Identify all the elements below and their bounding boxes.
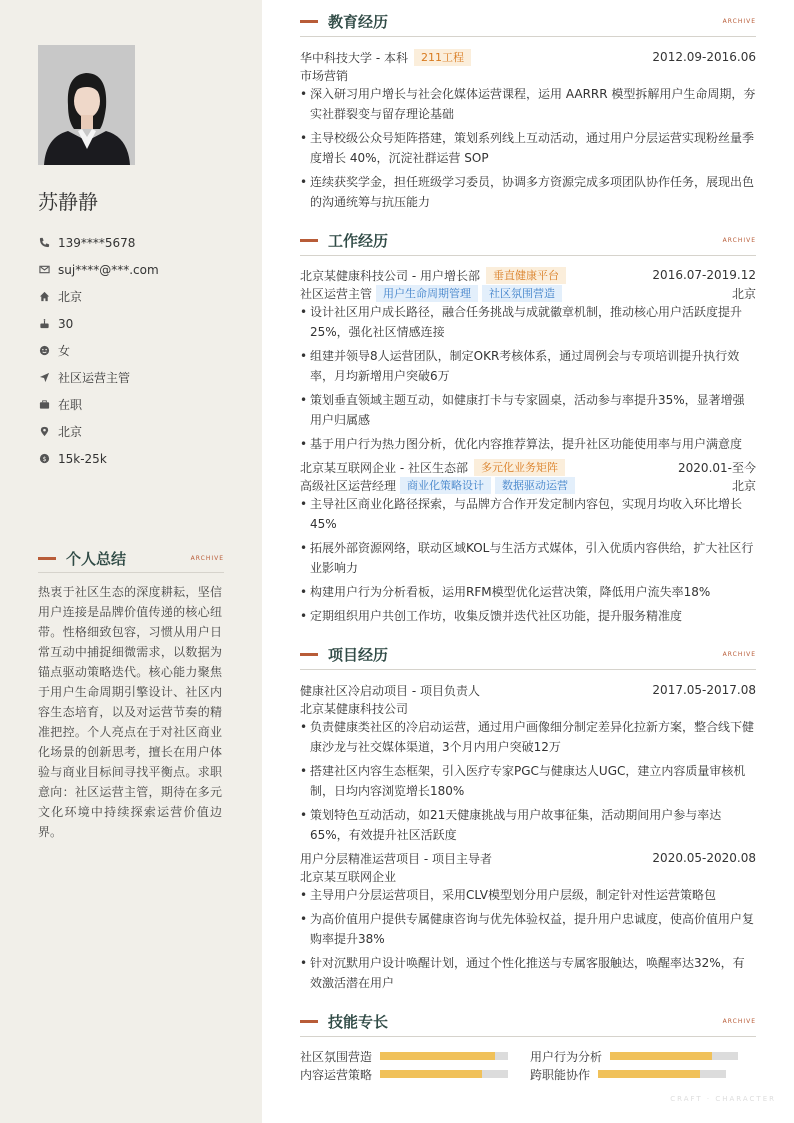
project-date: 2020.05-2020.08 xyxy=(652,851,756,865)
education-date: 2012.09-2016.06 xyxy=(652,50,756,64)
skill-tag: 用户生命周期管理 xyxy=(376,285,478,302)
list-item: • 基于用户行为热力图分析，优化内容推荐算法，提升社区功能使用率与用户满意度 xyxy=(300,434,756,454)
skill-item xyxy=(530,1047,738,1065)
archive-label: ARCHIVE xyxy=(722,18,756,25)
skill-level-fill xyxy=(380,1070,482,1078)
skill-level-fill xyxy=(610,1052,712,1060)
candidate-name: 苏静静 xyxy=(38,190,98,214)
skill-level-fill xyxy=(380,1052,495,1060)
project-bullets xyxy=(300,717,756,849)
project-header-row xyxy=(300,849,756,867)
profile-photo xyxy=(38,45,135,165)
phone-icon xyxy=(38,237,50,249)
project-name: 用户分层精准运营项目 - 项目主导者 xyxy=(300,851,492,866)
list-item: • 针对沉默用户设计唤醒计划，通过个性化推送与专属客服触达，唤醒率达32%，有效激活潜在用户 xyxy=(300,953,756,993)
list-item: • 设计社区用户成长路径，融合任务挑战与成就徽章机制，推动核心用户活跃度提升25%，强化社区情感连接 xyxy=(300,302,756,342)
mail-icon xyxy=(38,264,50,276)
salary-icon xyxy=(38,453,50,465)
company-tag: 多元化业务矩阵 xyxy=(474,459,565,476)
home-icon xyxy=(38,291,50,303)
email-text: suj****@***.com xyxy=(58,262,159,277)
info-target-role xyxy=(38,364,238,391)
cake-icon xyxy=(38,318,50,330)
skill-name: 跨职能协作 xyxy=(530,1067,591,1082)
age-text: 30 xyxy=(58,316,74,331)
location-text: 北京 xyxy=(58,425,83,439)
job-role: 高级社区运营经理 xyxy=(300,478,397,493)
school-tag: 211工程 xyxy=(414,49,471,66)
job-role-row xyxy=(300,284,756,302)
archive-label: ARCHIVE xyxy=(190,555,224,562)
company-tag: 垂直健康平台 xyxy=(486,267,566,284)
major-name: 市场营销 xyxy=(300,68,349,83)
section-accent-bar xyxy=(300,239,318,242)
job-date: 2020.01-至今 xyxy=(678,460,756,475)
section-accent-bar xyxy=(300,1020,318,1023)
info-age xyxy=(38,310,238,337)
gender-text: 女 xyxy=(58,344,71,358)
send-icon xyxy=(38,372,50,384)
target-role-text: 社区运营主管 xyxy=(58,371,131,385)
skill-level-bar xyxy=(598,1070,726,1078)
job-bullets xyxy=(300,302,756,458)
skill-level-bar xyxy=(610,1052,738,1060)
skills-title: 技能专长 xyxy=(328,1013,389,1031)
skill-tag: 数据驱动运营 xyxy=(495,477,575,494)
archive-label: ARCHIVE xyxy=(722,651,756,658)
project-org: 北京某健康科技公司 xyxy=(300,701,409,716)
list-item: • 构建用户行为分析看板，运用RFM模型优化运营决策，降低用户流失率18% xyxy=(300,582,756,602)
skills-section-header xyxy=(300,1007,756,1037)
skill-item xyxy=(300,1047,508,1065)
company-name: 北京某健康科技公司 - 用户增长部 xyxy=(300,268,480,283)
home-city-text: 北京 xyxy=(58,290,83,304)
job-date: 2016.07-2019.12 xyxy=(652,268,756,282)
education-bullets xyxy=(300,84,756,216)
list-item: • 搭建社区内容生态框架，引入医疗专家PGC与健康达人UGC，建立内容质量审核机制，日均内容浏览增长180% xyxy=(300,761,756,801)
list-item: • 深入研习用户增长与社会化媒体运营课程，运用 AARRR 模型拆解用户生命周期，夯实社群裂变与留存理论基础 xyxy=(300,84,756,124)
list-item: • 负责健康类社区的冷启动运营，通过用户画像细分制定差异化拉新方案，整合线下健康沙龙与社交媒体渠道，3个月内用户突破12万 xyxy=(300,717,756,757)
project-bullets xyxy=(300,885,756,997)
skill-level-bar xyxy=(380,1052,508,1060)
project-date: 2017.05-2017.08 xyxy=(652,683,756,697)
skill-item xyxy=(530,1065,726,1083)
education-title: 教育经历 xyxy=(328,13,389,31)
info-home xyxy=(38,283,238,310)
briefcase-icon xyxy=(38,399,50,411)
svg-text:$: $ xyxy=(41,454,47,463)
skill-level-bar xyxy=(380,1070,508,1078)
list-item: • 主导校级公众号矩阵搭建，策划系列线上互动活动，通过用户分层运营实现粉丝量季度增长 40%，沉淀社群运营 SOP xyxy=(300,128,756,168)
section-accent-bar xyxy=(300,20,318,23)
job-city: 北京 xyxy=(731,286,756,301)
info-phone xyxy=(38,229,238,256)
job-status-text: 在职 xyxy=(58,398,83,412)
project-name: 健康社区冷启动项目 - 项目负责人 xyxy=(300,683,480,698)
phone-text: 139****5678 xyxy=(58,235,136,250)
school-name: 华中科技大学 - 本科 xyxy=(300,50,408,65)
job-header-row xyxy=(300,458,756,476)
project-header-row xyxy=(300,681,756,699)
company-name: 北京某互联网企业 - 社区生态部 xyxy=(300,460,468,475)
job-role-row xyxy=(300,476,756,494)
job-city: 北京 xyxy=(731,478,756,493)
info-job-status xyxy=(38,391,238,418)
summary-text: 热衷于社区生态的深度耕耘，坚信用户连接是品牌价值传递的核心纽带。性格细致包容，习惯从用户日常互动中捕捉细微需求，以数据为锚点驱动策略迭代。核心能力聚焦于用户生命周期引擎设计、社区内容生态培育，以及对运营节奏的精准把控。个人亮点在于对社区商业化场景的创新思考，擅长在用户体验与商业目标间寻找平衡点。求职意向：社区运营主管，期待在多元文化环境中持续探索运营价值边界。 xyxy=(38,585,222,839)
summary-section-header xyxy=(38,545,224,573)
job-role: 社区运营主管 xyxy=(300,286,373,301)
info-gender xyxy=(38,337,238,364)
work-section-header xyxy=(300,226,756,256)
salary-text: 15k-25k xyxy=(58,451,107,466)
project-org: 北京某互联网企业 xyxy=(300,869,397,884)
list-item: • 策划垂直领域主题互动，如健康打卡与专家圆桌，活动参与率提升35%，显著增强用户归属感 xyxy=(300,390,756,430)
section-accent-bar xyxy=(300,653,318,656)
job-header-row xyxy=(300,266,756,284)
archive-label: ARCHIVE xyxy=(722,1018,756,1025)
list-item: • 连续获奖学金，担任班级学习委员，协调多方资源完成多项团队协作任务，展现出色的沟通统筹与抗压能力 xyxy=(300,172,756,212)
project-org-row xyxy=(300,699,756,717)
archive-label: ARCHIVE xyxy=(722,237,756,244)
skill-name: 社区氛围营造 xyxy=(300,1049,373,1064)
skill-level-fill xyxy=(598,1070,700,1078)
education-header-row xyxy=(300,48,756,66)
summary-title: 个人总结 xyxy=(66,550,127,568)
projects-section-header xyxy=(300,640,756,670)
projects-title: 项目经历 xyxy=(328,646,389,664)
sidebar xyxy=(0,0,262,1123)
info-salary xyxy=(38,445,238,472)
list-item: • 策划特色互动活动，如21天健康挑战与用户故事征集，活动期间用户参与率达65%，有效提升社区活跃度 xyxy=(300,805,756,845)
list-item: • 为高价值用户提供专属健康咨询与优先体验权益，提升用户忠诚度，使高价值用户复购率提升38% xyxy=(300,909,756,949)
skill-tag: 商业化策略设计 xyxy=(400,477,491,494)
project-org-row xyxy=(300,867,756,885)
list-item: • 拓展外部资源网络，联动区域KOL与生活方式媒体，引入优质内容供给，扩大社区行业影响力 xyxy=(300,538,756,578)
education-section-header xyxy=(300,7,756,37)
watermark: CRAFT · CHARACTER xyxy=(670,1095,776,1103)
skill-item xyxy=(300,1065,508,1083)
work-title: 工作经历 xyxy=(328,232,389,250)
skill-tag: 社区氛围营造 xyxy=(482,285,562,302)
education-major-row xyxy=(300,66,756,84)
location-pin-icon xyxy=(38,426,50,438)
job-bullets xyxy=(300,494,756,630)
contact-info-list xyxy=(38,229,238,472)
list-item: • 定期组织用户共创工作坊，收集反馈并迭代社区功能，提升服务精准度 xyxy=(300,606,756,626)
list-item: • 组建并领导8人运营团队，制定OKR考核体系，通过周例会与专项培训提升执行效率，月均新增用户突破6万 xyxy=(300,346,756,386)
section-accent-bar xyxy=(38,557,56,560)
skill-name: 用户行为分析 xyxy=(530,1049,603,1064)
info-email xyxy=(38,256,238,283)
skill-name: 内容运营策略 xyxy=(300,1067,373,1082)
list-item: • 主导社区商业化路径探索，与品牌方合作开发定制内容包，实现月均收入环比增长45% xyxy=(300,494,756,534)
info-location xyxy=(38,418,238,445)
face-icon xyxy=(38,345,50,357)
list-item: • 主导用户分层运营项目，采用CLV模型划分用户层级，制定针对性运营策略包 xyxy=(300,885,756,905)
